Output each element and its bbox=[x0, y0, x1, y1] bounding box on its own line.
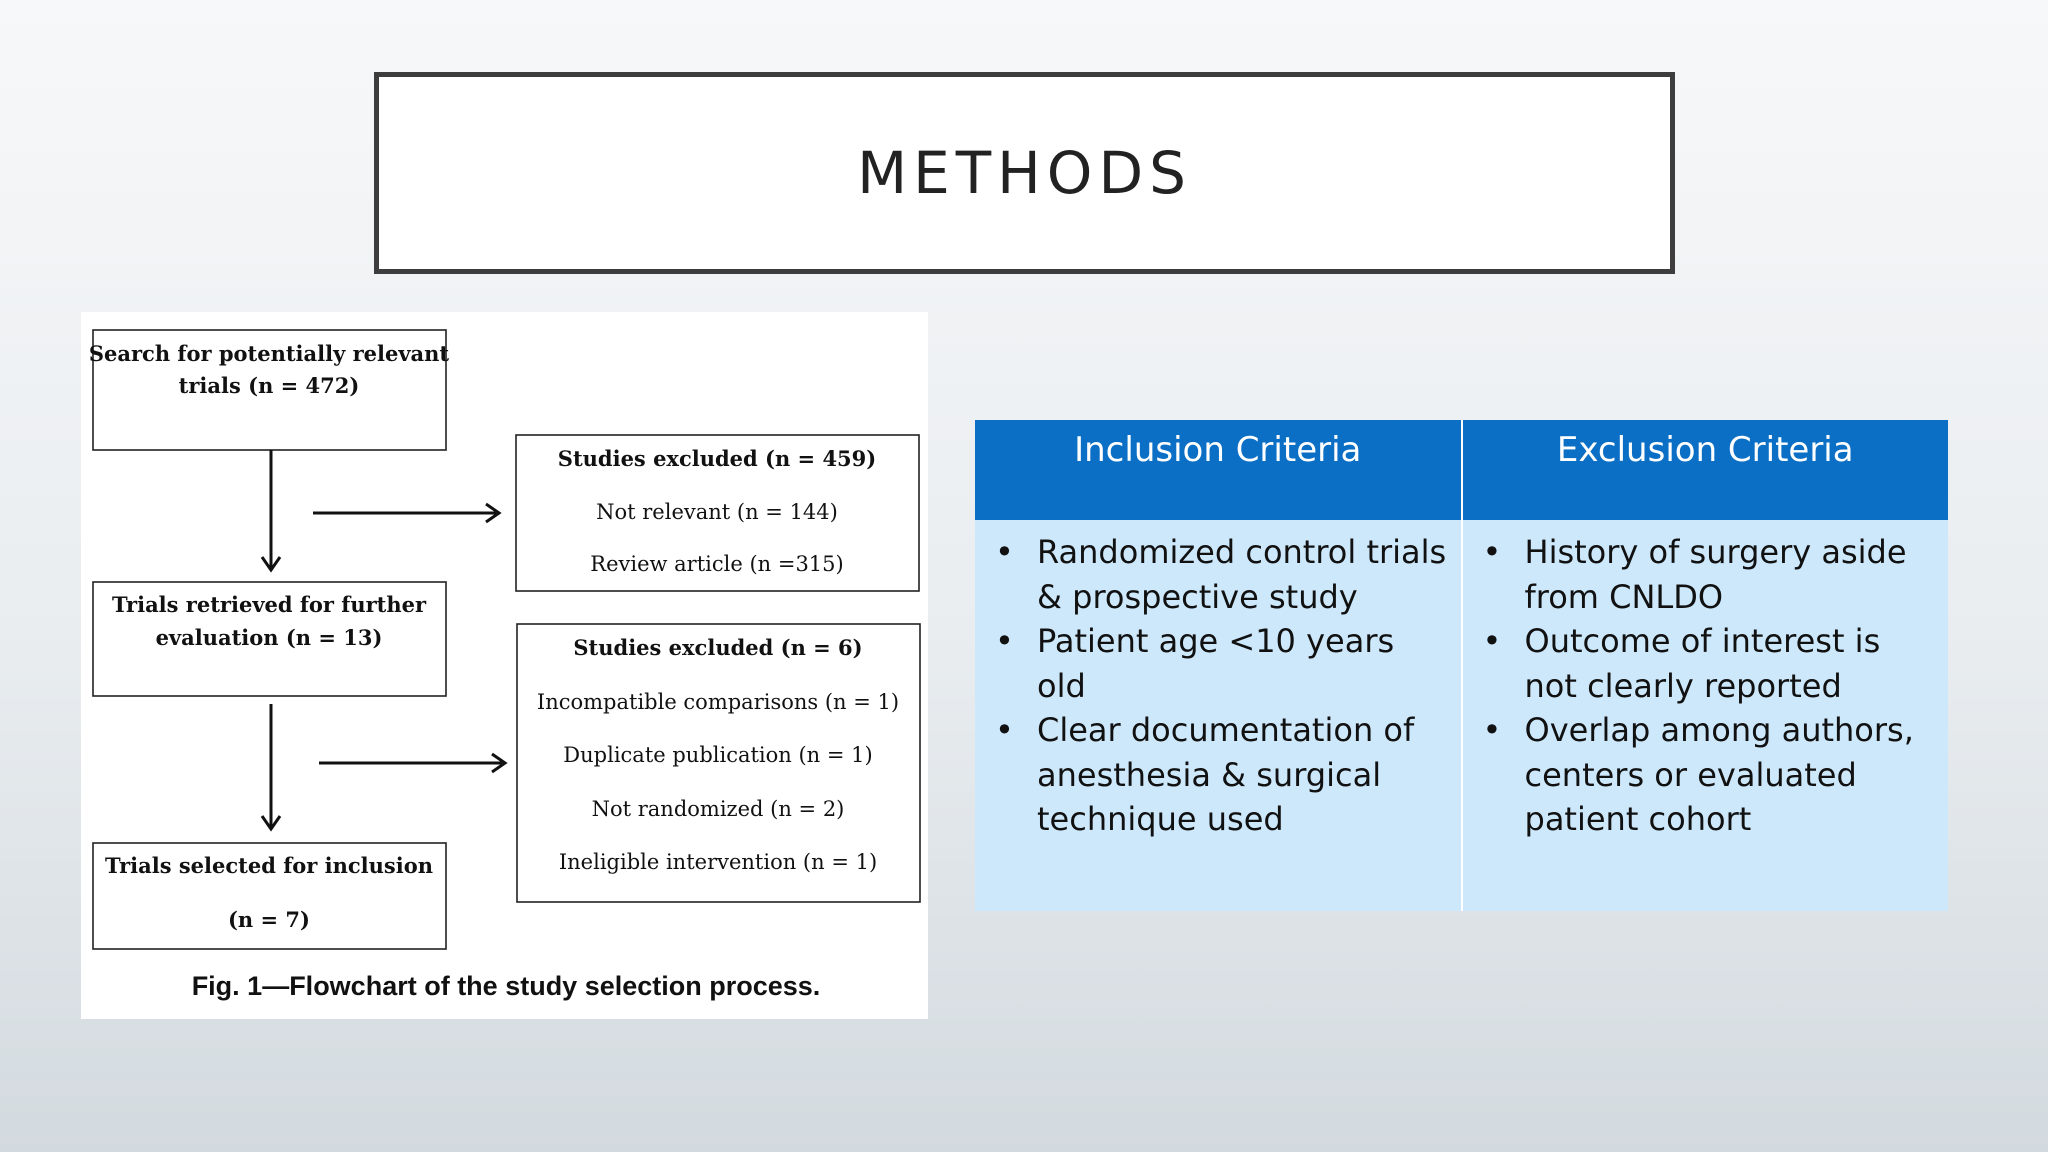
retrieved-box bbox=[93, 582, 446, 696]
excluded-2-item: Ineligible intervention (n = 1) bbox=[558, 850, 878, 874]
excluded-2-item: Duplicate publication (n = 1) bbox=[563, 743, 873, 767]
figure-caption: Fig. 1—Flowchart of the study selection process. bbox=[191, 971, 821, 1001]
exclusion-item: • History of surgery aside from CNLDO bbox=[1525, 530, 1939, 619]
search-box-line-1: Search for potentially relevant bbox=[88, 341, 450, 366]
inclusion-item: • Randomized control trials & prospective study bbox=[1037, 530, 1451, 619]
inclusion-item: • Patient age <10 years old bbox=[1037, 619, 1451, 708]
excluded-2-item: Incompatible comparisons (n = 1) bbox=[536, 690, 900, 714]
retrieved-box-line-1: Trials retrieved for further bbox=[111, 592, 427, 617]
right-arrow-2 bbox=[319, 754, 505, 772]
excluded-box-2 bbox=[517, 624, 920, 902]
excluded-2-item: Not randomized (n = 2) bbox=[591, 797, 845, 821]
flowchart-svg bbox=[81, 312, 928, 1019]
right-arrow-1 bbox=[313, 504, 499, 522]
exclusion-criteria-cell bbox=[1462, 520, 1949, 911]
down-arrow-2 bbox=[262, 704, 280, 829]
excluded-2-title: Studies excluded (n = 6) bbox=[573, 635, 863, 660]
inclusion-list bbox=[985, 530, 1451, 842]
flowchart-figure bbox=[81, 312, 928, 1019]
excluded-1-title: Studies excluded (n = 459) bbox=[557, 446, 877, 471]
selected-box-line-2: (n = 7) bbox=[228, 907, 310, 932]
excluded-box-1 bbox=[516, 435, 919, 591]
excluded-1-item: Review article (n =315) bbox=[590, 552, 844, 576]
exclusion-item: • Overlap among authors, centers or evaluated patient cohort bbox=[1525, 708, 1939, 842]
selected-box bbox=[93, 843, 446, 949]
exclusion-item: • Outcome of interest is not clearly reported bbox=[1525, 619, 1939, 708]
slide-title-box bbox=[374, 72, 1675, 274]
criteria-table bbox=[975, 420, 1948, 911]
exclusion-criteria-header: Exclusion Criteria bbox=[1462, 420, 1949, 520]
selected-box-line-1: Trials selected for inclusion bbox=[105, 853, 433, 878]
excluded-1-item: Not relevant (n = 144) bbox=[596, 500, 838, 524]
exclusion-list bbox=[1473, 530, 1939, 842]
inclusion-criteria-cell bbox=[975, 520, 1462, 911]
search-box bbox=[89, 330, 450, 450]
search-box-line-2: trials (n = 472) bbox=[178, 373, 360, 398]
inclusion-criteria-header: Inclusion Criteria bbox=[975, 420, 1462, 520]
down-arrow-1 bbox=[262, 450, 280, 570]
inclusion-item: • Clear documentation of anesthesia & surgical technique used bbox=[1037, 708, 1451, 842]
slide-title: METHODS bbox=[857, 139, 1192, 207]
retrieved-box-line-2: evaluation (n = 13) bbox=[155, 625, 383, 650]
